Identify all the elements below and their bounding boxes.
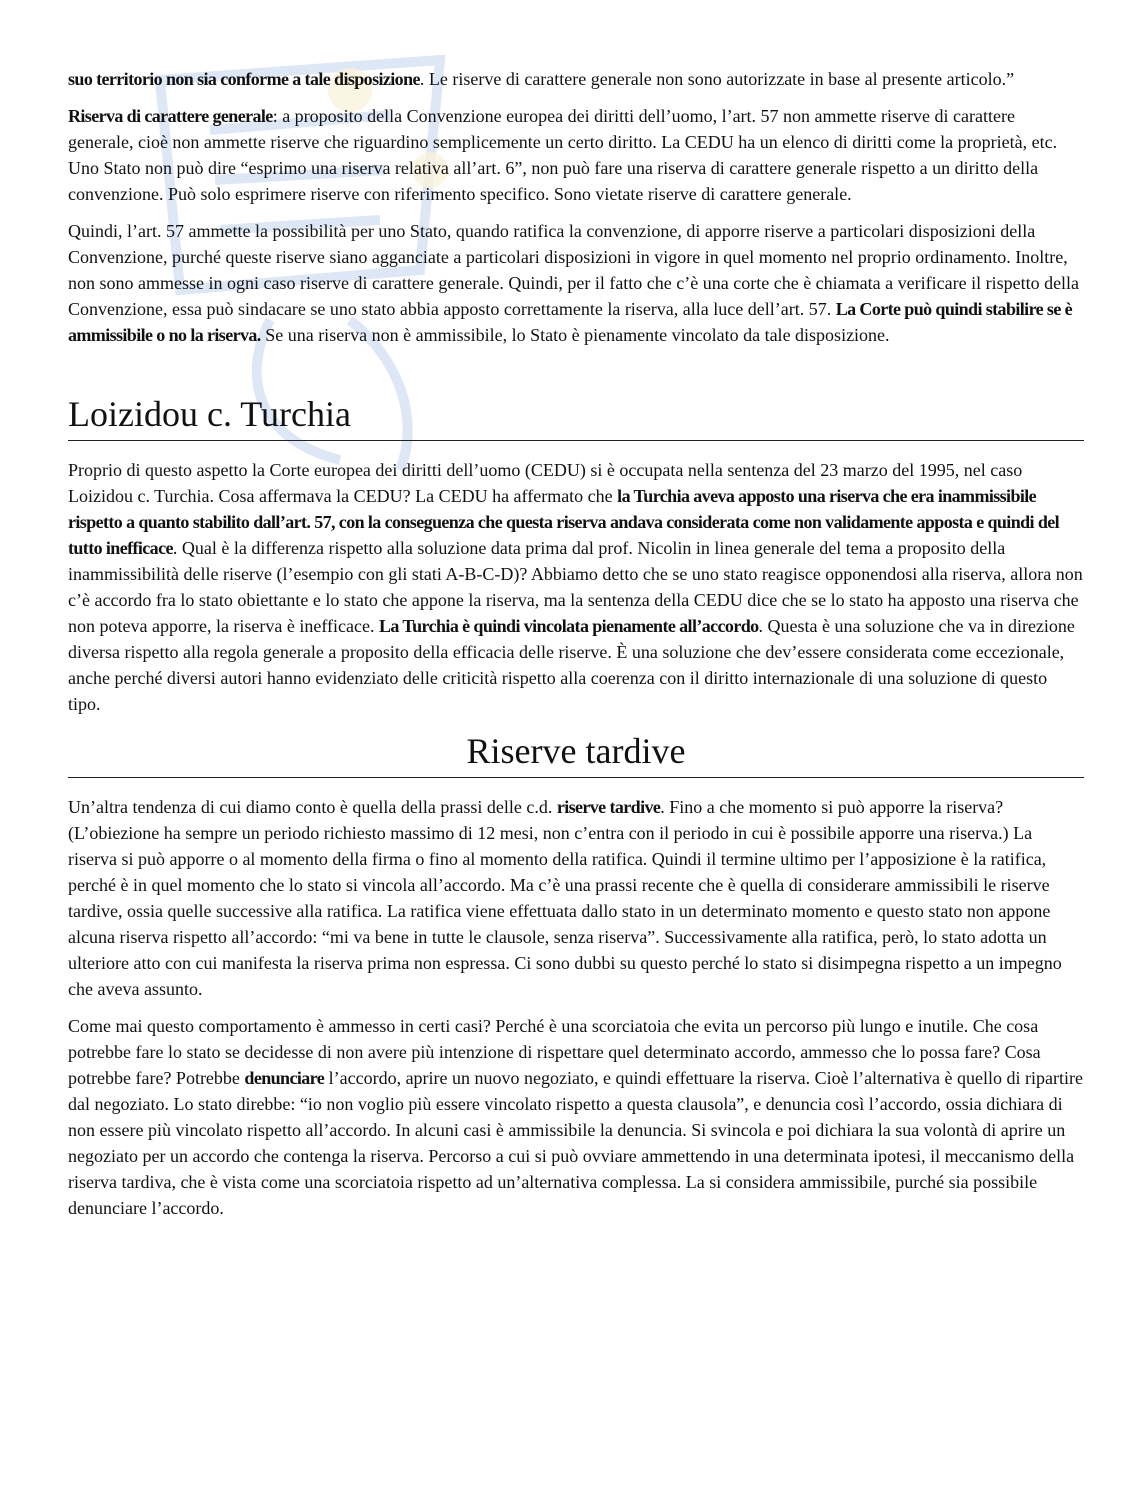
paragraph-4 xyxy=(68,457,1084,717)
bold-text: denunciare xyxy=(244,1068,325,1088)
body-text: Un’altra tendenza di cui diamo conto è quella della prassi delle c.d. xyxy=(68,797,557,817)
bold-text: La Turchia è quindi vincolata pienamente all’accordo xyxy=(379,616,759,636)
body-text: . Le riserve di carattere generale non sono autorizzate in base al presente articolo.” xyxy=(419,69,1015,89)
bold-text: Riserva di carattere generale xyxy=(68,106,273,126)
body-text: Quindi, l’art. 57 ammette la possibilità per uno Stato, quando ratifica la convenzione, di apporre riserve a particolari disposizioni della Convenzione, purché queste riserve siano agganciate a particolari disposizioni in vigore in quel momento nel proprio ordinamento. Inoltre, non sono ammesse in ogni caso riserve di carattere generale. Quindi, per il fatto che c’è una corte che è chiamata a verificare il rispetto della Convenzione, essa può sindacare se uno stato abbia apposto correttamente la riserva, alla luce dell’art. 57. xyxy=(68,221,1080,319)
paragraph-5 xyxy=(68,794,1084,1002)
body-text: . Qual è la differenza rispetto alla soluzione data prima dal prof. Nicolin in linea generale del tema a proposito della inammissibilità delle riserve (l’esempio con gli stati A-B-C-D)? Abbiamo detto che se uno stato reagisce opponendosi alla riserva, allora non c’è accordo fra lo stato obiettante e lo stato che appone la riserva, ma la sentenza della CEDU dice che se lo stato ha apposto una riserva che non poteva apporre, la riserva è inefficace. xyxy=(68,538,1083,636)
body-text: Se una riserva non è ammissibile, lo Stato è pienamente vincolato da tale disposizione. xyxy=(260,325,890,345)
paragraph-1 xyxy=(68,66,1084,92)
body-text: Proprio di questo aspetto la Corte europea dei diritti dell’uomo (CEDU) si è occupata nella sentenza del 23 marzo del 1995, nel caso Loizidou c. Turchia. Cosa affermava la CEDU? La CEDU ha affermato che xyxy=(68,460,1023,506)
bold-text: la Turchia aveva apposto una riserva che era inammissibile rispetto a quanto stabilito dall’art. 57, con la conseguenza che questa riserva andava considerata come non validamente apposta e quindi del tutto inefficace xyxy=(68,486,1060,558)
body-text: . Fino a che momento si può apporre la riserva? (L’obiezione ha sempre un periodo richiesto massimo di 12 mesi, non c’entra con il periodo in cui è possibile apporre una riserva.) La riserva si può apporre o al momento della firma o fino al momento della ratifica. Quindi il termine ultimo per l’apposizione è la ratifica, perché è in quel momento che lo stato si vincola all’accordo. Ma c’è una prassi recente che è quella di considerare ammissibili le riserve tardive, ossia quelle successive alla ratifica. La ratifica viene effettuata dallo stato in un determinato momento e questo stato non appone alcuna riserva rispetto all’accordo: “mi va bene in tutte le clausole, senza riserva”. Successivamente alla ratifica, però, lo stato adotta un ulteriore atto con cui manifesta la riserva prima non espressa. Ci sono dubbi su questo perché lo stato si disimpegna rispetto a un impegno che aveva assunto. xyxy=(68,797,1062,999)
document-page xyxy=(68,66,1084,1232)
section-heading-loizidou: Loizidou c. Turchia xyxy=(68,392,1084,441)
paragraph-2 xyxy=(68,103,1084,207)
body-text: Come mai questo comportamento è ammesso in certi casi? Perché è una scorciatoia che evita un percorso più lungo e inutile. Che cosa potrebbe fare lo stato se decidesse di non avere più intenzione di rispettare quel determinato accordo, ammesso che lo possa fare? Cosa potrebbe fare? Potrebbe xyxy=(68,1016,1041,1088)
bold-text: suo territorio non sia conforme a tale disposizione xyxy=(68,69,420,89)
paragraph-6 xyxy=(68,1013,1084,1221)
bold-text: riserve tardive xyxy=(556,797,661,817)
paragraph-3 xyxy=(68,218,1084,348)
body-text: . Questa è una soluzione che va in direzione diversa rispetto alla regola generale a proposito della efficacia delle riserve. È una soluzione che dev’essere considerata come eccezionale, anche perché diversi autori hanno evidenziato delle criticità rispetto alla coerenza con il diritto internazionale di una soluzione di questo tipo. xyxy=(68,616,1075,714)
body-text: : a proposito della Convenzione europea dei diritti dell’uomo, l’art. 57 non ammette riserve di carattere generale, cioè non ammette riserve che riguardino semplicemente un certo diritto. La CEDU ha un elenco di diritti come la proprietà, etc. Uno Stato non può dire “esprimo una riserva relativa all’art. 6”, non può fare una riserva di carattere generale rispetto a un diritto della convenzione. Può solo esprimere riserve con riferimento specifico. Sono vietate riserve di carattere generale. xyxy=(68,106,1058,204)
section-heading-riserve-tardive: Riserve tardive xyxy=(68,729,1084,778)
bold-text: La Corte può quindi stabilire se è ammissibile o no la riserva. xyxy=(68,299,1073,345)
body-text: l’accordo, aprire un nuovo negoziato, e quindi effettuare la riserva. Cioè l’alternativa è quello di ripartire dal negoziato. Lo stato direbbe: “io non voglio più essere vincolato rispetto a questa clausola”, e denuncia così l’accordo, ossia dichiara di non essere più vincolato rispetto all’accordo. In alcuni casi è ammissibile la denuncia. Si svincola e poi dichiara la sua volontà di aprire un negoziato per un accordo che contenga la riserva. Percorso a cui si può ovviare ammettendo in una determinata ipotesi, il meccanismo della riserva tardiva, che è vista come una scorciatoia rispetto ad un’alternativa complessa. La si considera ammissibile, purché sia possibile denunciare l’accordo. xyxy=(68,1068,1083,1218)
